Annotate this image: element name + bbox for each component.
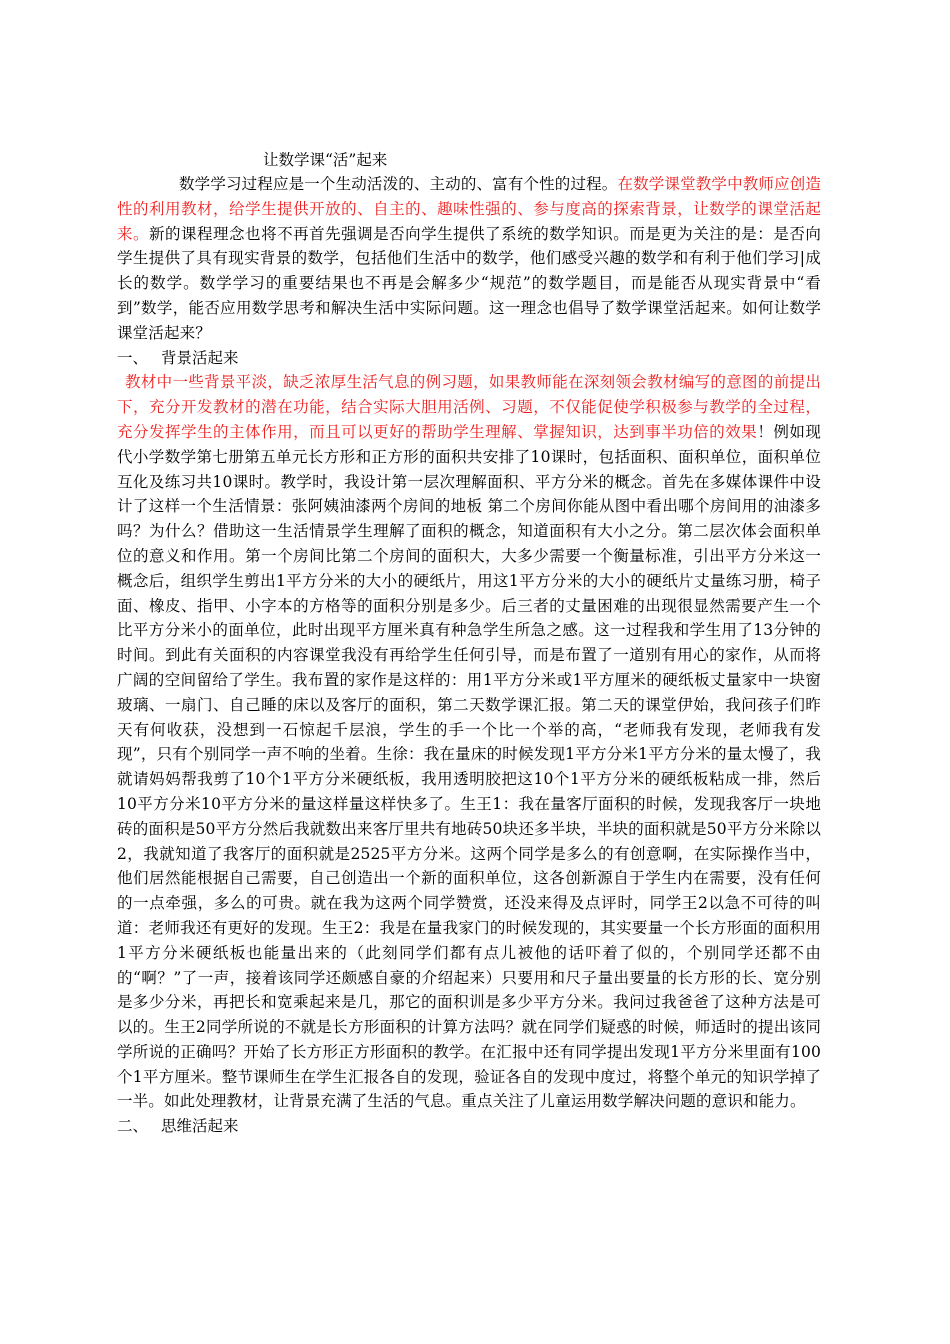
section-1-highlight-text: 教材中一些背景平淡，缺乏浓厚生活气息的例习题，如果教师能在深刻领会教材编写的意图的前提出下，充分开发教材的潜在功能，结合实际大胆用活例、习题，不仅能促使学积极参与教学的全过程，充分发挥学生的主体作用，而且可以更好的帮助学生理解、掌握知识，达到事半功倍的效果	[117, 373, 821, 441]
section-1-heading	[117, 346, 821, 371]
intro-paragraph	[117, 172, 821, 346]
document-title: 让数学课“活”起来	[263, 151, 388, 169]
intro-text-2: 新的课程理念也将不再首先强调是否向学生提供了系统的数学知识。而是更为关注的是：是否向学生提供了具有现实背景的数学，包括他们生活中的数学，他们感受兴趣的数学和有利于他们学习|成长的数学。数学学习的重要结果也不再是会解多少“规范”的数学题目，而是能否从现实背景中“看到”数学，能否应用数学思考和解决生活中实际问题。这一理念也倡导了数学课堂活起来。如何让数学课堂活起来？	[117, 224, 821, 342]
section-2-title: 思维活起来	[161, 1117, 239, 1136]
section-2-heading	[117, 1114, 821, 1139]
section-1-number: 一、	[117, 348, 149, 367]
document-page	[117, 148, 821, 1139]
section-1-body-text: ！例如现代小学数学第七册第五单元长方形和正方形的面积共安排了10课时，包括面积、面积单位，面积单位互化及练习共10课时。教学时，我设计第一层次理解面积、平方分米的概念。首先在多媒体课件中设计了这样一个生活情景：张阿姨油漆两个房间的地板 第二个房间你能从图中看出哪个房间用的油漆多吗？为什么？借助这一生活情景学生理解了面积的概念，知道面积有大小之分。第二层次体会面积单位的意义和作用。第一个房间比第二个房间的面积大，大多少需要一个衡量标准，引出平方分米这一概念后，组织学生剪出1平方分米的大小的硬纸片，用这1平方分米的大小的硬纸片丈量练习册，椅子面、橡皮、指甲、小字本的方格等的面积分别是多少。后三者的丈量困难的出现很显然需要产生一个比平方分米小的面单位，此时出现平方厘米真有种急学生所急之感。这一过程我和学生用了13分钟的时间。到此有关面积的内容课堂我没有再给学生任何引导，而是布置了一道别有用心的家作，从而将广阔的空间留给了学生。我布置的家作是这样的：用1平方分米或1平方厘米的硬纸板丈量家中一块窗玻璃、一扇门、自己睡的床以及客厅的面积，第二天数学课汇报。第二天的课堂伊始，我问孩子们昨天有何收获，没想到一石惊起千层浪，学生的手一个比一个举的高，“老师我有发现，老师我有发现”，只有个别同学一声不响的坐着。生徐：我在量床的时候发现1平方分米1平方分米的量太慢了，我就请妈妈帮我剪了10个1平方分米硬纸板，我用透明胶把这10个1平方分米的硬纸板粘成一排，然后10平方分米10平方分米的量这样量这样快多了。生王1：我在量客厅面积的时候，发现我客厅一块地砖的面积是50平方分然后我就数出来客厅里共有地砖50块还多半块，半块的面积就是50平方分米除以2，我就知道了我客厅的面积就是2525平方分米。这两个同学是多么的有创意啊，在实际操作当中，他们居然能根据自己需要，自己创造出一个新的面积单位，这各创新源自于学生内在需要，没有任何的一点牵强，多么的可贵。就在我为这两个同学赞赏，还没来得及点评时，同学王2以急不可待的叫道：老师我还有更好的发现。生王2：我是在量我家门的时候发现的，其实要量一个长方形面的面积用1平方分米硬纸板也能量出来的（此刻同学们都有点儿被他的话吓着了似的，个别同学还都不由的“啊？”了一声，接着该同学还颇感自豪的介绍起来）只要用和尺子量出要量的长方形的长、宽分别是多少分米，再把长和宽乘起来是几，那它的面积训是多少平方分米。我问过我爸爸了这种方法是可以的。生王2同学所说的不就是长方形面积的计算方法吗？就在同学们疑惑的时候，师适时的提出该同学所说的正确吗？开始了长方形正方形面积的教学。在汇报中还有同学提出发现1平方分米里面有100个1平方厘米。整节课师生在学生汇报各自的发现，验证各自的发现中度过，将整个单元的知识学掉了一半。如此处理教材，让背景充满了生活的气息。重点关注了儿童运用数学解决问题的意识和能力。	[117, 422, 821, 1111]
intro-text-1: 数学学习过程应是一个生动活泼的、主动的、富有个性的过程。	[179, 175, 618, 193]
section-1-paragraph	[117, 370, 821, 1114]
section-2-number: 二、	[117, 1117, 149, 1136]
section-1-title: 背景活起来	[161, 348, 239, 367]
intro-highlight-text: 在数学课堂教学中教师应创造性的利用教材，给学生提供开放的、自主的、趣味性强的、参与度高的探索背景，让数学的课堂活起来。	[117, 175, 822, 243]
